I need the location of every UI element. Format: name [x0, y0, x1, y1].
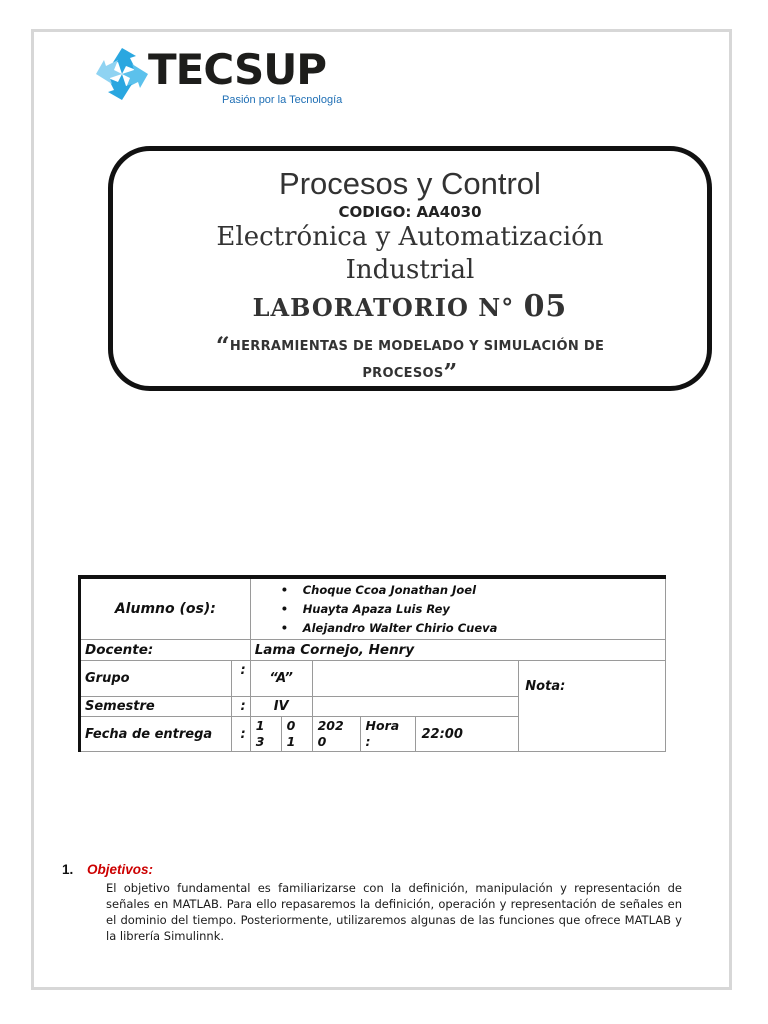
tecsup-logo [92, 42, 342, 110]
teacher-value: Lama Cornejo, Henry [250, 640, 665, 661]
semester-empty [312, 697, 519, 717]
objectives-number: 1. [62, 862, 74, 877]
time-label: Hora : [360, 717, 415, 752]
student-item: • Huayta Apaza Luis Rey [303, 600, 665, 619]
course-title: Procesos y Control [279, 166, 541, 201]
semester-label: Semestre [80, 697, 232, 717]
lab-prefix: LABORATORIO N° [252, 293, 515, 322]
objectives-title: Objetivos: [87, 862, 154, 877]
info-table [78, 575, 666, 752]
date-month: 0 1 [281, 717, 312, 752]
students-row [80, 577, 666, 640]
arrows-logo-icon [92, 44, 152, 104]
students-list [257, 581, 665, 638]
course-code: CODIGO: AA4030 [338, 203, 482, 221]
open-quote: “ [215, 331, 230, 360]
objectives-text: El objetivo fundamental es familiarizarse con la definición, manipulación y representación de señales en MATLAB. Para ello repasaremos la definición, operación y representación de señales en el dominio del tiempo. Posteriormente, utilizaremos algunas de las funciones que ofrece MATLAB y la librería Simulinnk. [106, 881, 682, 943]
grade-label: Nota: [519, 661, 666, 752]
program-name: Electrónica y Automatización Industrial [216, 222, 604, 285]
teacher-label: Docente: [80, 640, 251, 661]
teacher-row [80, 640, 666, 661]
group-colon: : [231, 661, 250, 697]
tagline-part-2: Tecnología [289, 94, 343, 106]
objectives-heading [62, 862, 682, 877]
logo-wordmark: TECSUP [148, 45, 327, 94]
info-table-wrapper [78, 575, 671, 752]
topic-text: HERRAMIENTAS DE MODELADO Y SIMULACIÓN DE PROCESOS [229, 339, 605, 381]
tagline-part-1: Pasión por la [222, 94, 287, 106]
date-colon: : [231, 717, 250, 752]
logo-tagline [222, 94, 342, 106]
students-label: Alumno (os): [80, 577, 251, 640]
semester-value: IV [250, 697, 312, 717]
group-label: Grupo [80, 661, 232, 697]
group-row [80, 661, 666, 697]
lab-number: 05 [523, 289, 568, 324]
students-cell [250, 577, 665, 640]
student-item: • Alejandro Walter Chirio Cueva [303, 619, 665, 638]
close-quote: ” [443, 358, 458, 387]
lab-topic [173, 333, 647, 387]
time-value: 22:00 [415, 717, 519, 752]
lab-heading [113, 289, 707, 324]
date-day: 1 3 [250, 717, 281, 752]
date-year: 202 0 [312, 717, 360, 752]
semester-colon: : [231, 697, 250, 717]
group-value: “A” [250, 661, 312, 697]
objectives-section [62, 862, 682, 944]
title-box [108, 146, 712, 391]
group-empty [312, 661, 519, 697]
student-item: • Choque Ccoa Jonathan Joel [303, 581, 665, 600]
date-label: Fecha de entrega [80, 717, 232, 752]
